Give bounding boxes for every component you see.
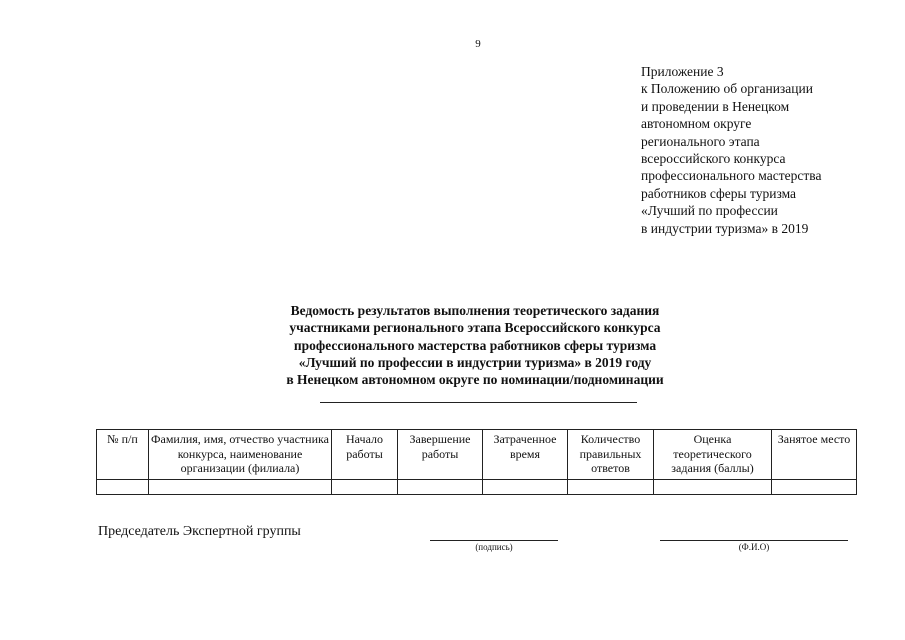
title-line: в Ненецком автономном округе по номинации/подноминации (286, 372, 664, 388)
appendix-line: и проведении в Ненецком (641, 98, 790, 114)
header-correct-answers: Количество правильных ответов (568, 430, 654, 480)
table-cell[interactable] (149, 480, 332, 495)
table-cell[interactable] (97, 480, 149, 495)
table-cell[interactable] (398, 480, 483, 495)
signature-caption: (подпись) (475, 542, 513, 552)
appendix-line: «Лучший по профессии (641, 203, 778, 219)
table-cell[interactable] (654, 480, 772, 495)
appendix-line: всероссийского конкурса (641, 151, 786, 167)
header-number: № п/п (97, 430, 149, 480)
appendix-line: работников сферы туризма (641, 185, 797, 201)
appendix-line: к Положению об организации (641, 81, 813, 97)
table-cell[interactable] (332, 480, 398, 495)
title-line: участниками регионального этапа Всероссийского конкурса (289, 320, 661, 336)
table-header-row (97, 430, 857, 480)
title-line: Ведомость результатов выполнения теоретического задания (290, 303, 660, 318)
appendix-line: автономном округе (641, 116, 752, 132)
table-row (97, 480, 857, 495)
nomination-blank-line[interactable] (320, 402, 637, 403)
name-line[interactable] (660, 540, 848, 541)
header-time-spent: Затраченное время (483, 430, 568, 480)
table-cell[interactable] (772, 480, 857, 495)
signature-line[interactable] (430, 540, 558, 541)
appendix-line: регионального этапа (641, 133, 760, 149)
table-cell[interactable] (568, 480, 654, 495)
header-end: Завершение работы (398, 430, 483, 480)
header-place: Занятое место (772, 430, 857, 480)
appendix-block (641, 63, 891, 237)
document-title (200, 302, 750, 388)
title-line: «Лучший по профессии в индустрии туризма» в 2019 году (298, 354, 652, 370)
appendix-line: в индустрии туризма» в 2019 (641, 220, 809, 236)
appendix-line: профессионального мастерства (641, 168, 822, 184)
table-cell[interactable] (483, 480, 568, 495)
appendix-line: Приложение 3 (641, 64, 724, 79)
header-start: Начало работы (332, 430, 398, 480)
name-caption: (Ф.И.О) (738, 542, 770, 552)
page-number: 9 (475, 38, 481, 50)
header-score: Оценка теоретического задания (баллы) (654, 430, 772, 480)
title-line: профессионального мастерства работников сферы туризма (293, 337, 657, 353)
header-participant: Фамилия, имя, отчество участника конкурса, наименование организации (филиала) (149, 430, 332, 480)
chairman-label: Председатель Экспертной группы (98, 524, 301, 539)
results-table (96, 429, 857, 495)
